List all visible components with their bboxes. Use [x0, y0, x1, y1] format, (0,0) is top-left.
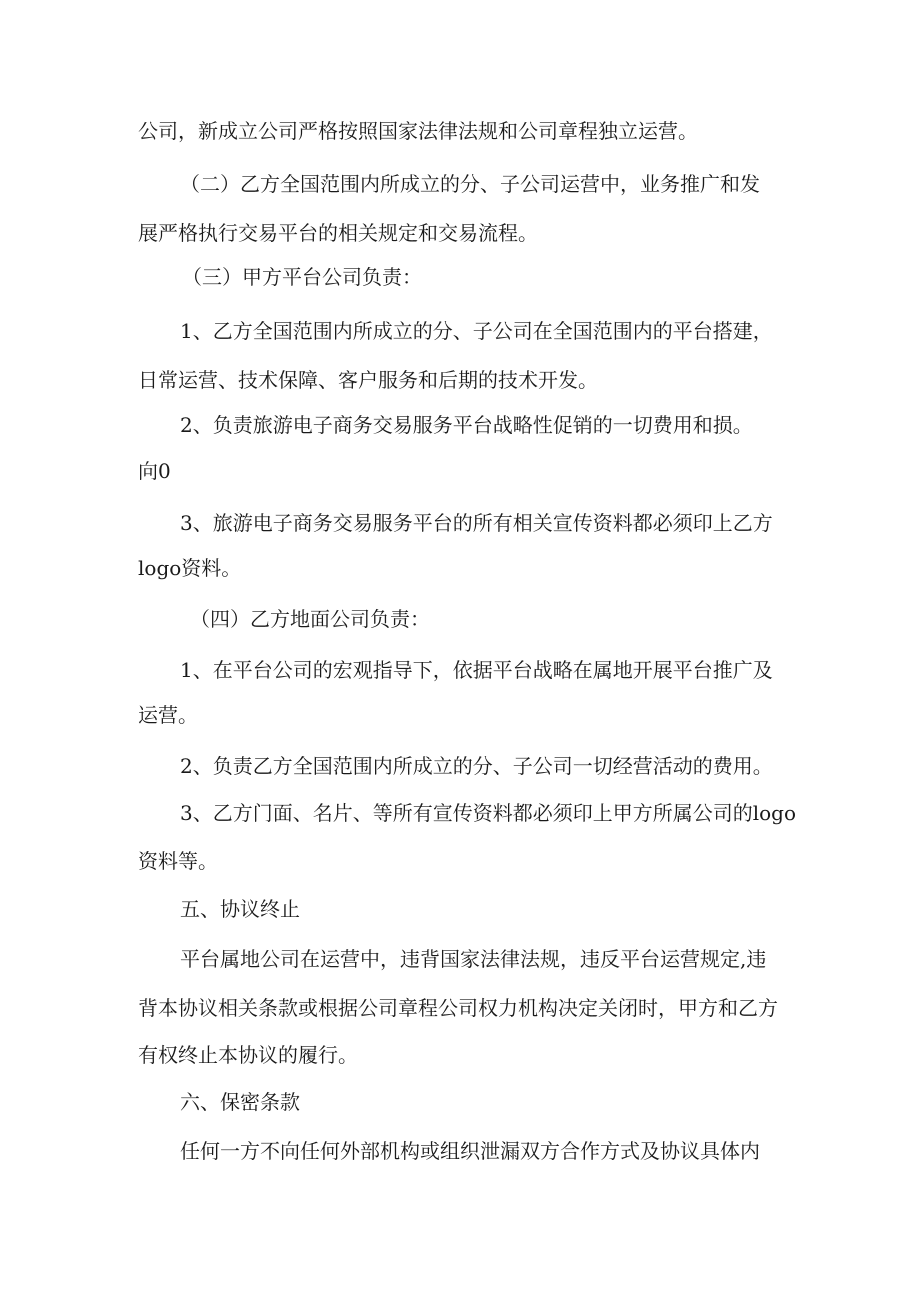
text-line: 2、负责旅游电子商务交易服务平台战略性促销的一切费用和损。 [180, 413, 753, 437]
text-line: 3、旅游电子商务交易服务平台的所有相关宣传资料都必须印上乙方 [180, 511, 773, 535]
text-line: 1、乙方全国范围内所成立的分、子公司在全国范围内的平台搭建， [180, 319, 773, 343]
text-line: （二）乙方全国范围内所成立的分、子公司运营中，业务推广和发 [180, 172, 760, 196]
text-line: 平台属地公司在运营中，违背国家法律法规，违反平台运营规定,违 [180, 947, 767, 971]
section-heading: （三）甲方平台公司负责： [182, 265, 422, 289]
text-line: 任何一方不向任何外部机构或组织泄漏双方合作方式及协议具体内 [180, 1139, 760, 1163]
text-line: 展严格执行交易平台的相关规定和交易流程。 [138, 221, 538, 245]
text-line: 背本协议相关条款或根据公司章程公司权力机构决定关闭时，甲方和乙方 [138, 996, 778, 1020]
text-line: 2、负责乙方全国范围内所成立的分、子公司一切经营活动的费用。 [180, 754, 773, 778]
text-line: 1、在平台公司的宏观指导下，依据平台战略在属地开展平台推广及 [180, 658, 773, 682]
text-line: 3、乙方门面、名片、等所有宣传资料都必须印上甲方所属公司的logo [180, 801, 797, 825]
text-line: 有权终止本协议的履行。 [138, 1043, 358, 1067]
text-line: 公司，新成立公司严格按照国家法律法规和公司章程独立运营。 [138, 119, 698, 143]
section-heading: （四）乙方地面公司负责： [190, 607, 430, 631]
text-line: 向0 [138, 459, 171, 483]
section-heading: 五、协议终止 [180, 897, 300, 921]
text-line: 日常运营、技术保障、客户服务和后期的技术开发。 [138, 368, 598, 392]
text-line: 运营。 [138, 703, 198, 727]
section-heading: 六、保密条款 [180, 1090, 300, 1114]
text-line: 资料等。 [138, 849, 218, 873]
text-line: logo资料。 [138, 556, 242, 580]
